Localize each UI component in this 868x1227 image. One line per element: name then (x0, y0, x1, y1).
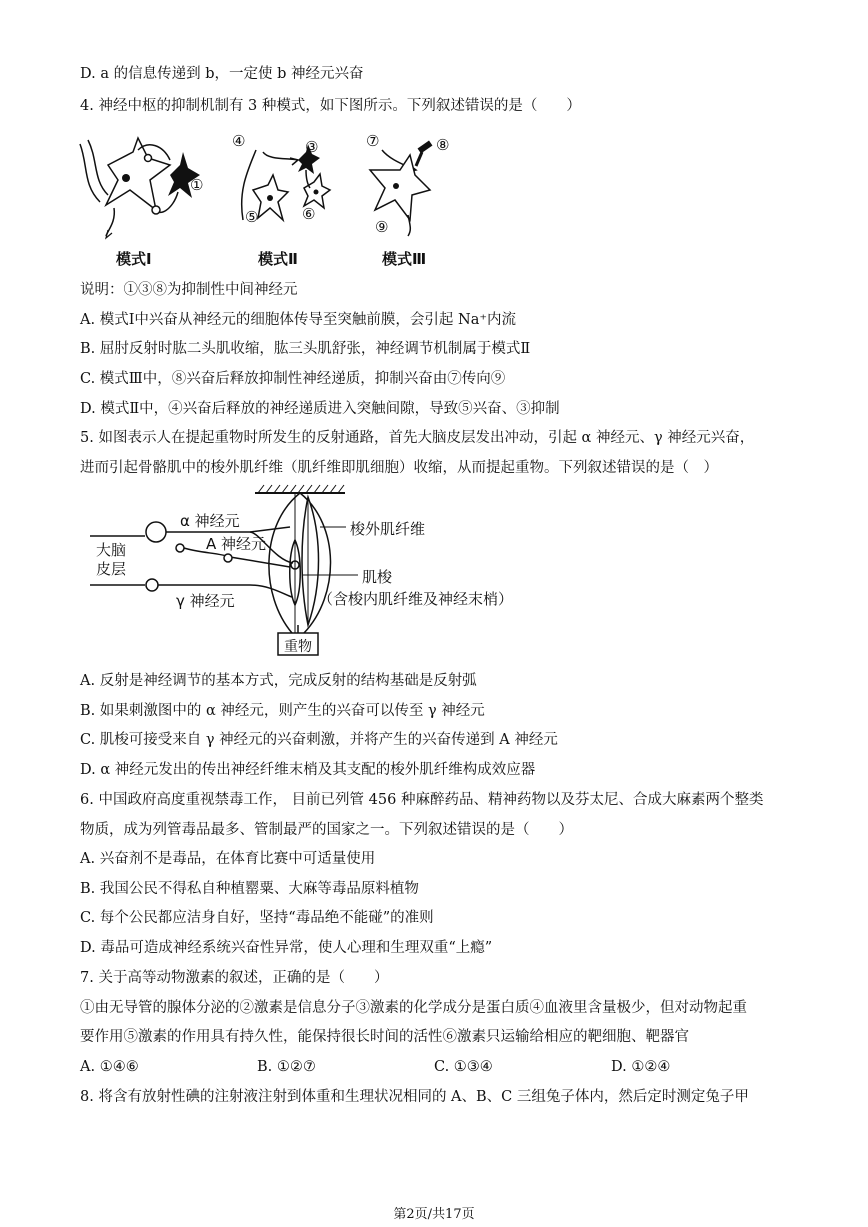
label-weight: 重物 (284, 639, 312, 655)
option-6b: B. 我国公民不得私自种植罂粟、大麻等毒品原料植物 (80, 881, 419, 897)
label-brain-2: 皮层 (96, 560, 127, 578)
label-brain-1: 大脑 (96, 541, 127, 559)
question-6-line-2: 物质，成为列管毒品最多、管制最严的国家之一。下列叙述错误的是（ ） (80, 822, 573, 838)
figure-note: 说明：①③⑧为抑制性中间神经元 (80, 282, 298, 298)
label-n4: ④ (232, 132, 246, 150)
question-6-line-1: 6. 中国政府高度重视禁毒工作， 目前已列管 456 种麻醉药品、精神药物以及芬太尼、合成大麻素两个整类 (80, 792, 764, 808)
label-spindle-note: （含梭内肌纤维及神经末梢） (318, 590, 514, 608)
question-7-statement-2: 要作用⑤激素的作用具有持久性，能保持很长时间的活性⑥激素只运输给相应的靶细胞、靶器官 (80, 1029, 689, 1045)
label-n6: ⑥ (302, 205, 316, 223)
option-6a: A. 兴奋剂不是毒品，在体育比赛中可适量使用 (80, 851, 376, 867)
question-8: 8. 将含有放射性碘的注射液注射到体重和生理状况相同的 A、B、C 三组兔子体内，然后定时测定兔子甲 (80, 1089, 749, 1105)
label-alpha-neuron: α 神经元 (180, 512, 240, 530)
option-7c: C. ①③④ (434, 1059, 493, 1075)
question-7-statement-1: ①由无导管的腺体分泌的②激素是信息分子③激素的化学成分是蛋白质④血液里含量极少，但对动物起重 (80, 1000, 747, 1016)
caption-mode-2: 模式Ⅱ (258, 250, 298, 268)
label-gamma-neuron: γ 神经元 (176, 592, 235, 610)
label-n1: ① (190, 176, 204, 194)
label-n3: ③ (305, 138, 319, 156)
option-5d: D. α 神经元发出的传出神经纤维末梢及其支配的梭外肌纤维构成效应器 (80, 762, 536, 778)
question-4: 4. 神经中枢的抑制机制有 3 种模式，如下图所示。下列叙述错误的是（ ） (80, 98, 581, 114)
label-spindle: 肌梭 (362, 568, 393, 586)
option-5b: B. 如果刺激图中的 α 神经元，则产生的兴奋可以传至 γ 神经元 (80, 703, 485, 719)
option-6c: C. 每个公民都应洁身自好，坚持“毒品绝不能碰”的准则 (80, 910, 434, 926)
question-5-line-2: 进而引起骨骼肌中的梭外肌纤维（肌纤维即肌细胞）收缩，从而提起重物。下列叙述错误的是（ ） (80, 460, 718, 476)
option-5c: C. 肌梭可接受来自 γ 神经元的兴奋刺激，并将产生的兴奋传递到 A 神经元 (80, 732, 558, 748)
label-n7: ⑦ (366, 132, 380, 150)
label-n8: ⑧ (436, 136, 450, 154)
option-7b: B. ①②⑦ (257, 1059, 316, 1075)
label-extrafusal: 梭外肌纤维 (350, 520, 426, 538)
option-5a: A. 反射是神经调节的基本方式，完成反射的结构基础是反射弧 (80, 673, 477, 689)
option-7a: A. ①④⑥ (80, 1059, 139, 1075)
question-5-line-1: 5. 如图表示人在提起重物时所发生的反射通路，首先大脑皮层发出冲动，引起 α 神经元、γ 神经元兴奋， (80, 430, 755, 446)
caption-mode-1: 模式Ⅰ (116, 250, 152, 268)
question-7: 7. 关于高等动物激素的叙述，正确的是（ ） (80, 970, 389, 986)
option-4c: C. 模式Ⅲ中，⑧兴奋后释放抑制性神经递质，抑制兴奋由⑦传向⑨ (80, 371, 506, 387)
reflex-diagram (90, 485, 550, 660)
caption-mode-3: 模式Ⅲ (382, 250, 427, 268)
option-4a: A. 模式Ⅰ中兴奋从神经元的细胞体传导至突触前膜，会引起 Na⁺内流 (80, 312, 517, 328)
option-7d: D. ①②④ (611, 1059, 671, 1075)
option-6d: D. 毒品可造成神经系统兴奋性异常，使人心理和生理双重“上瘾” (80, 940, 493, 956)
page-footer: 第2页/共17页 (393, 1207, 475, 1222)
option-4b: B. 屈肘反射时肱二头肌收缩，肱三头肌舒张，神经调节机制属于模式Ⅱ (80, 341, 531, 357)
label-n5: ⑤ (245, 208, 259, 226)
option-4d: D. 模式Ⅱ中，④兴奋后释放的神经递质进入突触间隙，导致⑤兴奋、③抑制 (80, 401, 560, 417)
option-d-q3: D. a 的信息传递到 b，一定使 b 神经元兴奋 (80, 66, 364, 82)
label-n9: ⑨ (375, 218, 389, 236)
label-a-neuron: A 神经元 (206, 535, 267, 553)
